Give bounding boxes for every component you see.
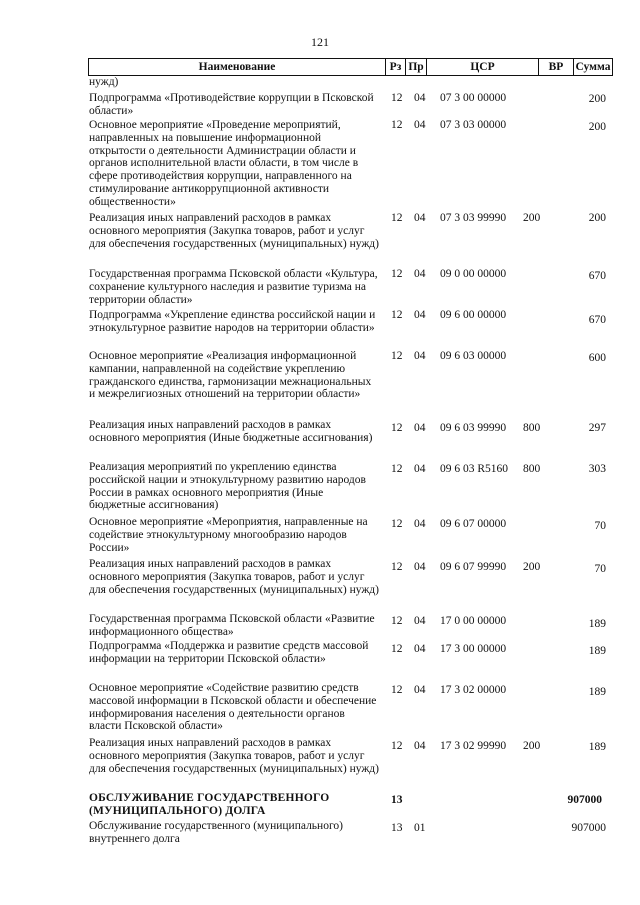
row-rz: 12 bbox=[391, 561, 403, 573]
row-pr: 01 bbox=[414, 822, 426, 834]
row-pr: 04 bbox=[414, 309, 426, 321]
row-csr: 07 3 00 00000 bbox=[440, 92, 507, 104]
row-csr: 09 6 07 00000 bbox=[440, 518, 507, 530]
row-rz: 12 bbox=[391, 268, 403, 280]
row-pr: 04 bbox=[414, 268, 426, 280]
header-vr: ВР bbox=[539, 59, 574, 75]
row-rz: 13 bbox=[391, 822, 403, 834]
row-sum: 200 bbox=[588, 121, 606, 133]
row-pr: 04 bbox=[414, 518, 426, 530]
row-rz: 12 bbox=[391, 463, 403, 475]
row-name: Основное мероприятие «Содействие развитию средств массовой информации в Псковской области и обеспечение информирования населения о деятельности органов власти Псковской области» bbox=[89, 682, 377, 733]
row-name: Основное мероприятие «Реализация информационной кампании, направленной на содействие укреплению гражданского единства, гармонизации межнациональных и межрелигиозных отношений на территории области» bbox=[89, 350, 372, 401]
row-sum: 907000 bbox=[567, 794, 602, 806]
row-name: Реализация иных направлений расходов в рамках основного мероприятия (Закупка товаров, работ и услуг для обеспечения государственных (муниципальных) нужд) bbox=[89, 558, 379, 596]
row-rz: 12 bbox=[391, 518, 403, 530]
row-csr: 09 6 03 00000 bbox=[440, 350, 507, 362]
row-pr: 04 bbox=[414, 92, 426, 104]
header-csr: ЦСР bbox=[427, 59, 539, 75]
row-name: Государственная программа Псковской области «Культура, сохранение культурного наследия и развитие туризма на территории области» bbox=[89, 268, 378, 306]
row-rz: 12 bbox=[391, 212, 403, 224]
row-sum: 200 bbox=[588, 212, 606, 224]
row-pr: 04 bbox=[414, 350, 426, 362]
row-csr: 09 6 00 00000 bbox=[440, 309, 507, 321]
row-csr: 07 3 03 99990 bbox=[440, 212, 507, 224]
row-csr: 09 0 00 00000 bbox=[440, 268, 507, 280]
row-sum: 670 bbox=[588, 270, 606, 282]
row-sum: 189 bbox=[588, 741, 606, 753]
row-pr: 04 bbox=[414, 643, 426, 655]
row-sum: 907000 bbox=[571, 822, 606, 834]
page-number: 121 bbox=[311, 35, 329, 49]
row-sum: 670 bbox=[588, 314, 606, 326]
row-sum: 200 bbox=[588, 93, 606, 105]
row-pr: 04 bbox=[414, 740, 426, 752]
row-name: Реализация иных направлений расходов в рамках основного мероприятия (Закупка товаров, работ и услуг для обеспечения государственных (муниципальных) нужд) bbox=[89, 737, 379, 775]
row-rz: 12 bbox=[391, 92, 403, 104]
row-sum: 303 bbox=[588, 463, 606, 475]
row-name: нужд) bbox=[89, 76, 119, 88]
row-sum: 70 bbox=[594, 563, 606, 575]
row-sum: 70 bbox=[594, 520, 606, 532]
row-vr: 800 bbox=[523, 463, 541, 475]
row-rz: 12 bbox=[391, 740, 403, 752]
row-csr: 17 3 02 99990 bbox=[440, 740, 507, 752]
row-sum: 189 bbox=[588, 645, 606, 657]
row-rz: 12 bbox=[391, 309, 403, 321]
row-csr: 17 3 00 00000 bbox=[440, 643, 507, 655]
row-name: Основное мероприятие «Проведение мероприятий, направленных на повышение информационной открытости о деятельности Администрации области и органов исполнительной власти области, в том числе в сфере противодействия коррупции, направленного на стимулирование антикоррупционной активности общественности» bbox=[89, 119, 359, 208]
row-sum: 189 bbox=[588, 618, 606, 630]
row-csr: 09 6 07 99990 bbox=[440, 561, 507, 573]
row-csr: 17 0 00 00000 bbox=[440, 615, 507, 627]
row-name: Подпрограмма «Противодействие коррупции в Псковской области» bbox=[89, 92, 374, 117]
row-name: Реализация иных направлений расходов в рамках основного мероприятия (Закупка товаров, работ и услуг для обеспечения государственных (муниципальных) нужд) bbox=[89, 212, 379, 250]
header-sum: Сумма bbox=[575, 61, 611, 73]
row-pr: 04 bbox=[414, 463, 426, 475]
row-rz: 12 bbox=[391, 643, 403, 655]
row-name: Реализация мероприятий по укреплению единства российской нации и этнокультурному развитию народов России в рамках основного мероприятия (Иные бюджетные ассигнования) bbox=[89, 461, 366, 512]
row-rz: 12 bbox=[391, 350, 403, 362]
row-pr: 04 bbox=[414, 561, 426, 573]
row-pr: 04 bbox=[414, 615, 426, 627]
row-name: ОБСЛУЖИВАНИЕ ГОСУДАРСТВЕННОГО (МУНИЦИПАЛЬНОГО) ДОЛГА bbox=[89, 792, 330, 817]
row-rz: 12 bbox=[391, 119, 403, 131]
row-csr: 17 3 02 00000 bbox=[440, 684, 507, 696]
row-rz: 12 bbox=[391, 615, 403, 627]
row-name: Основное мероприятие «Мероприятия, направленные на содействие этнокультурному многообразию народов России» bbox=[89, 516, 368, 554]
row-pr: 04 bbox=[414, 212, 426, 224]
row-name: Подпрограмма «Укрепление единства российской нации и этнокультурное развитие народов на территории области» bbox=[89, 309, 376, 334]
header-rz: Рз bbox=[386, 59, 406, 75]
row-csr: 09 6 03 99990 bbox=[440, 422, 507, 434]
row-name: Государственная программа Псковской области «Развитие информационного общества» bbox=[89, 613, 375, 638]
row-sum: 600 bbox=[588, 352, 606, 364]
row-vr: 200 bbox=[523, 740, 541, 752]
row-rz: 12 bbox=[391, 422, 403, 434]
row-name: Подпрограмма «Поддержка и развитие средств массовой информации на территории Псковской области» bbox=[89, 640, 369, 665]
row-csr: 07 3 03 00000 bbox=[440, 119, 507, 131]
row-name: Обслуживание государственного (муниципального) внутреннего долга bbox=[89, 820, 343, 845]
row-rz: 12 bbox=[391, 684, 403, 696]
row-pr: 04 bbox=[414, 119, 426, 131]
row-csr: 09 6 03 R5160 bbox=[440, 463, 509, 475]
row-vr: 200 bbox=[523, 561, 541, 573]
row-pr: 04 bbox=[414, 684, 426, 696]
header-name: Наименование bbox=[89, 59, 386, 75]
row-pr: 04 bbox=[414, 422, 426, 434]
header-pr: Пр bbox=[406, 59, 427, 75]
row-name: Реализация иных направлений расходов в рамках основного мероприятия (Иные бюджетные ассигнования) bbox=[89, 419, 373, 444]
row-sum: 297 bbox=[588, 422, 606, 434]
row-vr: 200 bbox=[523, 212, 541, 224]
row-vr: 800 bbox=[523, 422, 541, 434]
row-sum: 189 bbox=[588, 686, 606, 698]
row-rz: 13 bbox=[391, 794, 403, 806]
